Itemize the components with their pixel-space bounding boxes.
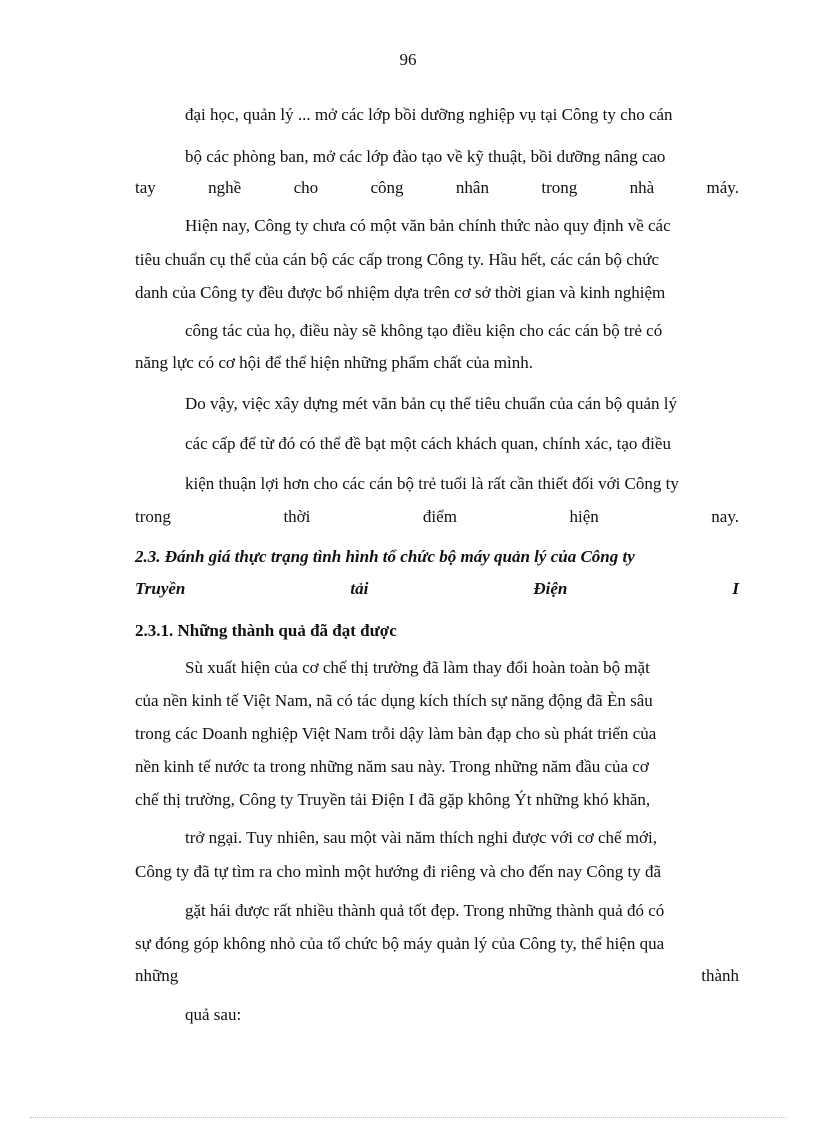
word: Điện	[533, 579, 568, 598]
word: nay.	[711, 507, 739, 526]
subsection-heading: 2.3.1. Những thành quả đã đạt được	[135, 621, 397, 640]
word: tay	[135, 178, 156, 197]
word: I	[732, 579, 739, 598]
word: thành	[701, 966, 739, 985]
justified-line	[135, 177, 739, 199]
text-line: danh của Công ty đều được bổ nhiệm dựa trên cơ sở thời gian và kinh nghiệm	[135, 283, 666, 302]
text-line: sự đóng góp không nhỏ của tổ chức bộ máy quản lý của Công ty, thể hiện qua	[135, 934, 665, 953]
justified-line	[135, 965, 739, 987]
text-line: trong các Doanh nghiệp Việt Nam trỗi dậy làm bàn đạp cho sù phát triển của	[135, 724, 657, 743]
word: cho	[293, 178, 319, 197]
text-line: Do vậy, việc xây dựng mét văn bản cụ thể tiêu chuẩn của cán bộ quản lý	[185, 394, 677, 413]
text-line: của nền kinh tế Việt Nam, nã có tác dụng kích thích sự năng động đã Èn sâu	[135, 691, 653, 710]
footer-divider	[30, 1117, 786, 1118]
text-line: đại học, quản lý ... mở các lớp bồi dưỡng nghiệp vụ tại Công ty cho cán	[185, 105, 673, 124]
text-line: trở ngại. Tuy nhiên, sau một vài năm thích nghi được với cơ chế mới,	[185, 828, 658, 847]
text-line: chế thị trường, Công ty Truyền tải Điện I đã gặp không Ýt những khó khăn,	[135, 790, 651, 809]
word: công	[370, 178, 404, 197]
word: điểm	[422, 507, 457, 526]
page-number: 96	[399, 50, 417, 69]
word: hiện	[569, 507, 599, 526]
word: trong	[541, 178, 578, 197]
word: máy.	[706, 178, 739, 197]
text-line: tiêu chuẩn cụ thể của cán bộ các cấp trong Công ty. Hầu hết, các cán bộ chức	[135, 250, 660, 269]
word: thời	[283, 507, 311, 526]
word: trong	[135, 507, 171, 526]
word: nhà	[629, 178, 655, 197]
text-line: quả sau:	[185, 1005, 242, 1024]
text-line: Sù xuất hiện của cơ chế thị trường đã làm thay đổi hoàn toàn bộ mặt	[185, 658, 650, 677]
text-line: năng lực có cơ hội để thể hiện những phẩm chất của mình.	[135, 353, 533, 372]
word: Truyền	[135, 579, 186, 598]
word: tải	[350, 579, 369, 598]
section-heading: 2.3. Đánh giá thực trạng tình hình tổ chức bộ máy quản lý của Công ty	[135, 547, 635, 566]
text-line: gặt hái được rất nhiều thành quả tốt đẹp. Trong những thành quả đó có	[185, 901, 665, 920]
text-line: bộ các phòng ban, mở các lớp đào tạo về kỹ thuật, bồi dưỡng nâng cao	[185, 147, 666, 166]
text-line: công tác của họ, điều này sẽ không tạo điều kiện cho các cán bộ trẻ có	[185, 321, 663, 340]
word: nhân	[455, 178, 489, 197]
text-line: kiện thuận lợi hơn cho các cán bộ trẻ tuổi là rất cần thiết đối với Công ty	[185, 474, 679, 493]
text-line: Hiện nay, Công ty chưa có một văn bản chính thức nào quy định về các	[185, 216, 671, 235]
section-heading-continued	[135, 578, 739, 600]
text-line: các cấp để từ đó có thể đề bạt một cách khách quan, chính xác, tạo điều	[185, 434, 671, 453]
word: nghề	[208, 178, 242, 197]
text-line: Công ty đã tự tìm ra cho mình một hướng đi riêng và cho đến nay Công ty đã	[135, 862, 662, 881]
text-line: nền kinh tế nước ta trong những năm sau này. Trong những năm đầu của cơ	[135, 757, 649, 776]
justified-line	[135, 506, 739, 528]
word: những	[135, 966, 179, 985]
